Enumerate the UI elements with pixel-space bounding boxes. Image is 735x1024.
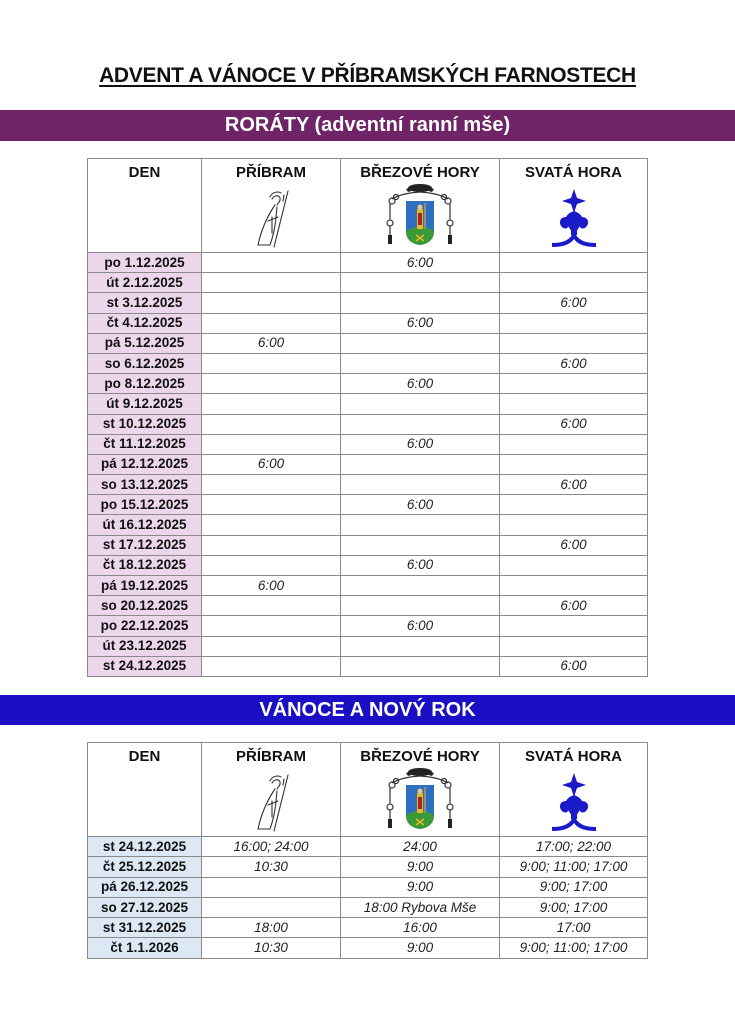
svata-hora-time-cell — [500, 454, 648, 474]
roraty-table-body — [88, 253, 648, 677]
pribram-time-cell: 6:00 — [202, 454, 341, 474]
pribram-time-cell — [202, 656, 341, 676]
brezove-hory-time-cell — [341, 293, 500, 313]
document-title: ADVENT A VÁNOCE V PŘÍBRAMSKÝCH FARNOSTECH — [99, 64, 636, 87]
pilgrim-sketch-icon — [248, 771, 294, 833]
svata-hora-time-cell — [500, 313, 648, 333]
day-cell: út 16.12.2025 — [88, 515, 202, 535]
brezove-hory-time-cell: 6:00 — [341, 434, 500, 454]
day-cell: pá 12.12.2025 — [88, 454, 202, 474]
day-cell: po 15.12.2025 — [88, 495, 202, 515]
column-header-brezove-hory — [341, 159, 500, 253]
column-header-pribram — [202, 159, 341, 253]
day-cell: čt 25.12.2025 — [88, 857, 202, 877]
brezove-hory-time-cell — [341, 333, 500, 353]
svata-hora-time-cell — [500, 636, 648, 656]
column-header-label: DEN — [128, 748, 161, 765]
table-row — [88, 656, 648, 676]
table-row — [88, 313, 648, 333]
brezove-hory-time-cell: 6:00 — [341, 616, 500, 636]
svata-hora-time-cell: 6:00 — [500, 535, 648, 555]
svata-hora-time-cell — [500, 434, 648, 454]
roraty-table — [87, 158, 648, 677]
pribram-time-cell — [202, 877, 341, 897]
table-row — [88, 273, 648, 293]
pribram-time-cell — [202, 353, 341, 373]
table-row — [88, 897, 648, 917]
brezove-hory-time-cell — [341, 454, 500, 474]
vanoce-table — [87, 742, 648, 959]
table-row — [88, 434, 648, 454]
svata-hora-time-cell — [500, 515, 648, 535]
pribram-time-cell: 10:30 — [202, 857, 341, 877]
table-row — [88, 495, 648, 515]
day-cell: st 31.12.2025 — [88, 918, 202, 938]
svata-hora-time-cell: 6:00 — [500, 353, 648, 373]
brezove-hory-time-cell: 9:00 — [341, 938, 500, 958]
svata-hora-time-cell — [500, 616, 648, 636]
brezove-hory-time-cell — [341, 475, 500, 495]
brezove-hory-time-cell — [341, 394, 500, 414]
day-cell: čt 4.12.2025 — [88, 313, 202, 333]
table-row — [88, 576, 648, 596]
svata-hora-time-cell: 6:00 — [500, 656, 648, 676]
brezove-hory-time-cell: 9:00 — [341, 877, 500, 897]
svata-hora-emblem-icon — [546, 187, 602, 249]
day-cell: so 20.12.2025 — [88, 596, 202, 616]
table-row — [88, 636, 648, 656]
day-cell: so 13.12.2025 — [88, 475, 202, 495]
table-row — [88, 454, 648, 474]
brezove-hory-time-cell — [341, 353, 500, 373]
pribram-time-cell — [202, 253, 341, 273]
brezove-hory-time-cell: 6:00 — [341, 555, 500, 575]
table-row — [88, 837, 648, 857]
svata-hora-time-cell: 9:00; 11:00; 17:00 — [500, 857, 648, 877]
svata-hora-time-cell: 6:00 — [500, 475, 648, 495]
day-cell: út 9.12.2025 — [88, 394, 202, 414]
pribram-time-cell — [202, 293, 341, 313]
column-header-label: PŘÍBRAM — [236, 164, 306, 181]
brezove-hory-time-cell — [341, 576, 500, 596]
table-row — [88, 394, 648, 414]
day-cell: čt 1.1.2026 — [88, 938, 202, 958]
column-header-den — [88, 159, 202, 253]
pribram-time-cell — [202, 515, 341, 535]
day-cell: st 17.12.2025 — [88, 535, 202, 555]
day-cell: čt 11.12.2025 — [88, 434, 202, 454]
day-cell: so 6.12.2025 — [88, 353, 202, 373]
svata-hora-time-cell — [500, 555, 648, 575]
svata-hora-time-cell — [500, 273, 648, 293]
pribram-time-cell — [202, 495, 341, 515]
pribram-time-cell — [202, 434, 341, 454]
table-row — [88, 938, 648, 958]
brezove-hory-time-cell — [341, 636, 500, 656]
svata-hora-time-cell: 6:00 — [500, 596, 648, 616]
column-header-label: PŘÍBRAM — [236, 748, 306, 765]
table-row — [88, 555, 648, 575]
pribram-time-cell — [202, 414, 341, 434]
pribram-time-cell: 6:00 — [202, 333, 341, 353]
table-header-row — [88, 743, 648, 837]
day-cell: so 27.12.2025 — [88, 897, 202, 917]
svata-hora-time-cell: 9:00; 11:00; 17:00 — [500, 938, 648, 958]
vanoce-table-body — [88, 837, 648, 959]
column-header-label: SVATÁ HORA — [525, 164, 622, 181]
vanoce-heading: VÁNOCE A NOVÝ ROK — [0, 695, 735, 725]
table-row — [88, 616, 648, 636]
table-row — [88, 515, 648, 535]
day-cell: út 2.12.2025 — [88, 273, 202, 293]
pribram-time-cell — [202, 897, 341, 917]
table-row — [88, 535, 648, 555]
pribram-time-cell: 6:00 — [202, 576, 341, 596]
table-row — [88, 596, 648, 616]
column-header-label: SVATÁ HORA — [525, 748, 622, 765]
day-cell: čt 18.12.2025 — [88, 555, 202, 575]
brezove-hory-time-cell: 6:00 — [341, 313, 500, 333]
pribram-time-cell — [202, 273, 341, 293]
table-header-row — [88, 159, 648, 253]
pilgrim-sketch-icon — [248, 187, 294, 249]
brezove-hory-time-cell — [341, 414, 500, 434]
svata-hora-time-cell: 9:00; 17:00 — [500, 897, 648, 917]
pribram-time-cell — [202, 394, 341, 414]
column-header-label: BŘEZOVÉ HORY — [360, 164, 480, 181]
pribram-time-cell: 16:00; 24:00 — [202, 837, 341, 857]
svata-hora-time-cell — [500, 333, 648, 353]
day-cell: po 1.12.2025 — [88, 253, 202, 273]
table-row — [88, 414, 648, 434]
pribram-time-cell — [202, 596, 341, 616]
brezove-hory-time-cell: 6:00 — [341, 495, 500, 515]
svata-hora-time-cell — [500, 495, 648, 515]
svata-hora-time-cell: 6:00 — [500, 293, 648, 313]
day-cell: po 8.12.2025 — [88, 374, 202, 394]
table-row — [88, 353, 648, 373]
svata-hora-time-cell — [500, 374, 648, 394]
day-cell: st 10.12.2025 — [88, 414, 202, 434]
day-cell: st 3.12.2025 — [88, 293, 202, 313]
brezove-hory-time-cell: 24:00 — [341, 837, 500, 857]
table-row — [88, 333, 648, 353]
day-cell: st 24.12.2025 — [88, 837, 202, 857]
svata-hora-time-cell: 17:00; 22:00 — [500, 837, 648, 857]
pribram-time-cell — [202, 374, 341, 394]
svata-hora-emblem-icon — [546, 771, 602, 833]
brezove-hory-time-cell — [341, 656, 500, 676]
column-header-den — [88, 743, 202, 837]
brezove-hory-time-cell: 6:00 — [341, 253, 500, 273]
column-header-label: BŘEZOVÉ HORY — [360, 748, 480, 765]
pribram-time-cell — [202, 313, 341, 333]
pribram-time-cell — [202, 555, 341, 575]
pribram-time-cell: 18:00 — [202, 918, 341, 938]
svata-hora-time-cell: 17:00 — [500, 918, 648, 938]
pribram-time-cell — [202, 475, 341, 495]
svata-hora-time-cell: 6:00 — [500, 414, 648, 434]
pribram-time-cell — [202, 636, 341, 656]
column-header-brezove-hory — [341, 743, 500, 837]
day-cell: po 22.12.2025 — [88, 616, 202, 636]
brezove-hory-time-cell — [341, 515, 500, 535]
table-row — [88, 877, 648, 897]
roraty-heading: RORÁTY (adventní ranní mše) — [0, 110, 735, 141]
coat-of-arms-icon — [382, 183, 458, 247]
column-header-svata-hora — [500, 743, 648, 837]
table-row — [88, 293, 648, 313]
brezove-hory-time-cell — [341, 535, 500, 555]
column-header-label: DEN — [128, 164, 161, 181]
table-row — [88, 253, 648, 273]
brezove-hory-time-cell — [341, 273, 500, 293]
brezove-hory-time-cell: 16:00 — [341, 918, 500, 938]
day-cell: pá 19.12.2025 — [88, 576, 202, 596]
svata-hora-time-cell: 9:00; 17:00 — [500, 877, 648, 897]
brezove-hory-time-cell: 6:00 — [341, 374, 500, 394]
svata-hora-time-cell — [500, 253, 648, 273]
pribram-time-cell: 10:30 — [202, 938, 341, 958]
day-cell: út 23.12.2025 — [88, 636, 202, 656]
day-cell: st 24.12.2025 — [88, 656, 202, 676]
brezove-hory-time-cell — [341, 596, 500, 616]
pribram-time-cell — [202, 535, 341, 555]
table-row — [88, 475, 648, 495]
pribram-time-cell — [202, 616, 341, 636]
table-row — [88, 918, 648, 938]
column-header-svata-hora — [500, 159, 648, 253]
brezove-hory-time-cell: 9:00 — [341, 857, 500, 877]
svata-hora-time-cell — [500, 394, 648, 414]
day-cell: pá 26.12.2025 — [88, 877, 202, 897]
table-row — [88, 857, 648, 877]
day-cell: pá 5.12.2025 — [88, 333, 202, 353]
brezove-hory-time-cell: 18:00 Rybova Mše — [341, 897, 500, 917]
svata-hora-time-cell — [500, 576, 648, 596]
coat-of-arms-icon — [382, 767, 458, 831]
column-header-pribram — [202, 743, 341, 837]
table-row — [88, 374, 648, 394]
